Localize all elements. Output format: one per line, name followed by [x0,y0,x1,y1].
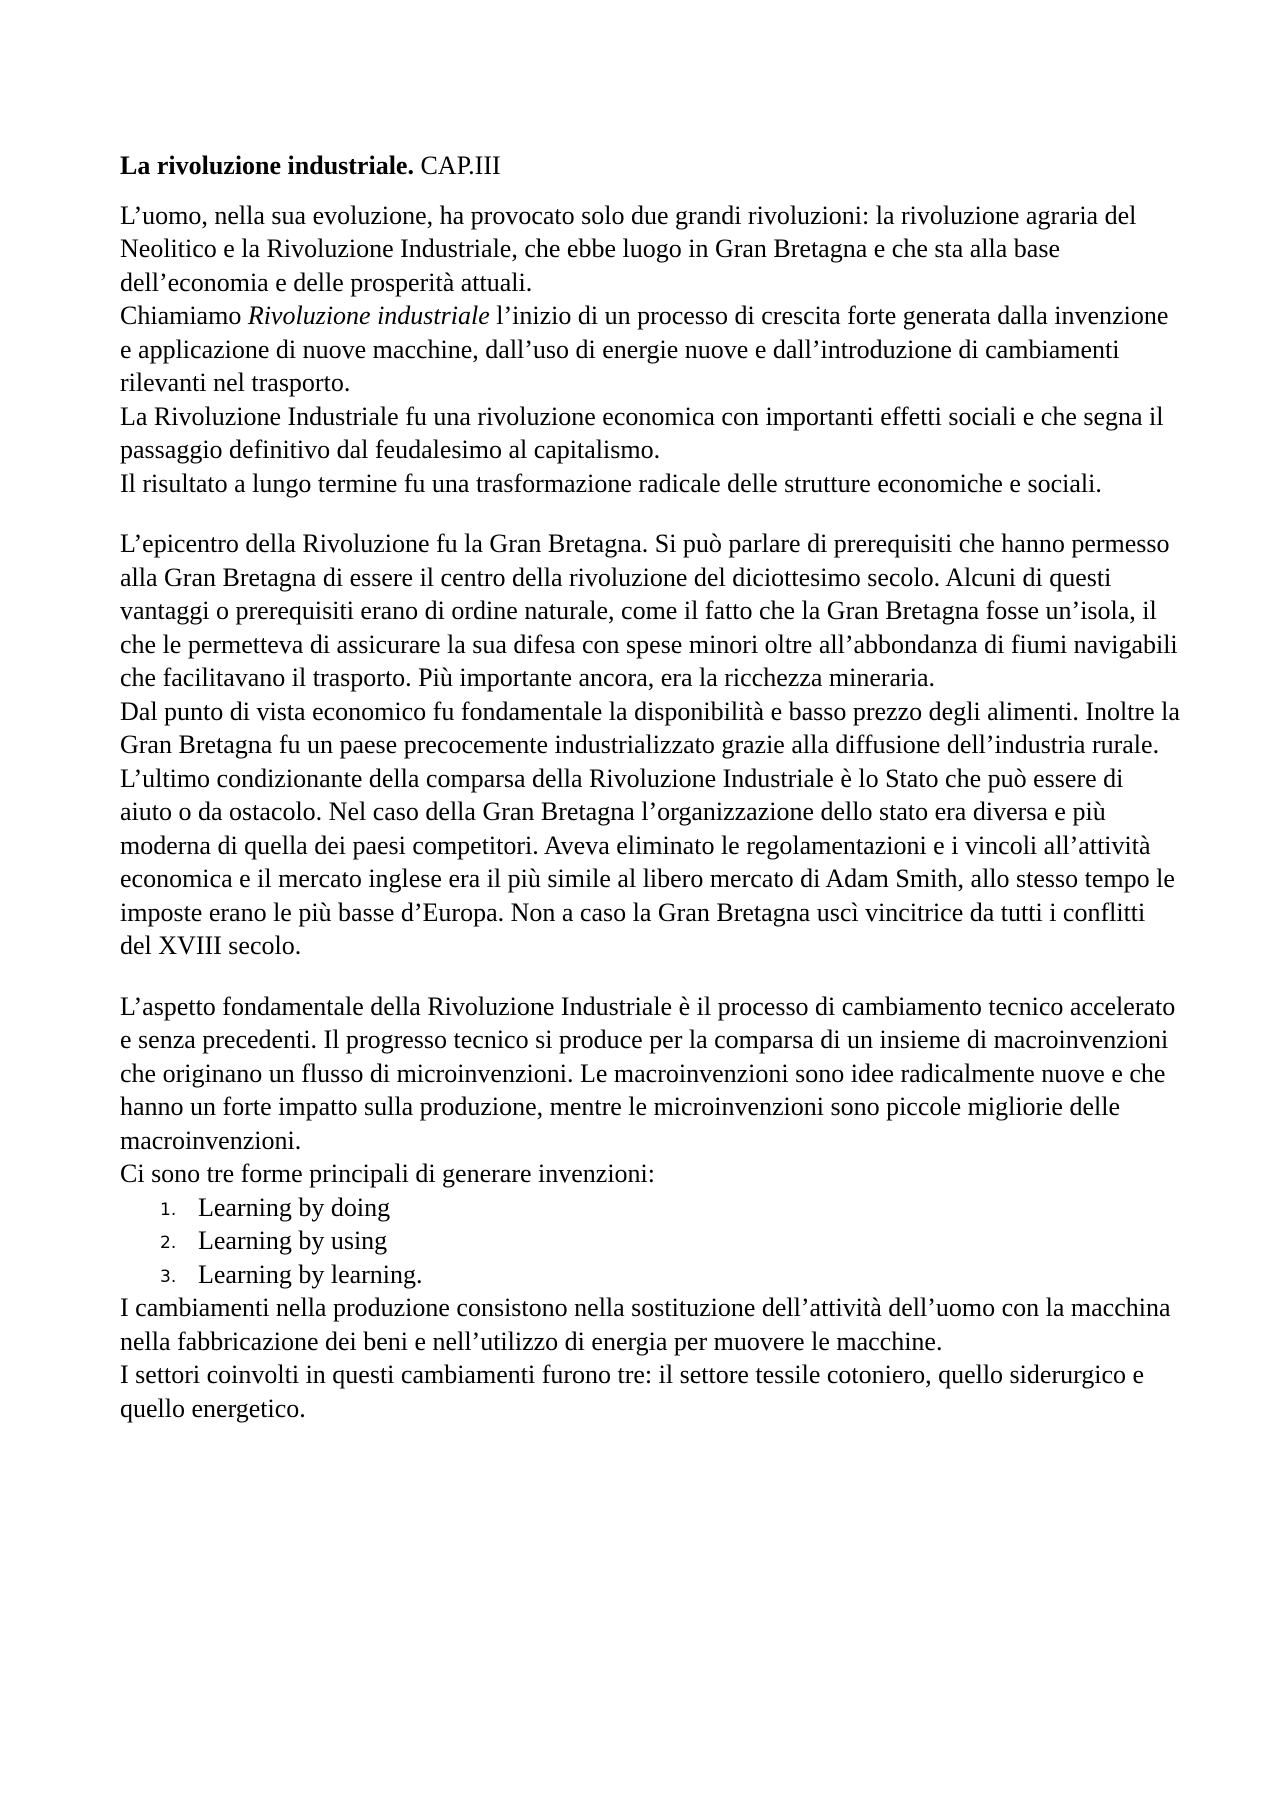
list-item: Learning by learning. [198,1259,423,1289]
text-run: Chiamiamo [120,301,248,330]
document-page [120,149,1180,1425]
list-item: Learning by doing [198,1192,391,1222]
paragraph: L’uomo, nella sua evoluzione, ha provocato solo due grandi rivoluzioni: la rivoluzione agraria del Neolitico e la Rivoluzione Industriale, che ebbe luogo in Gran Bretagna e che sta alla base dell’economia e delle prosperità attuali. [120,200,1137,297]
title-chapter: CAP.III [413,151,501,180]
paragraph: I cambiamenti nella produzione consistono nella sostituzione dell’attività dell’uomo con la macchina nella fabbricazione dei beni e nell’utilizzo di energia per muovere le macchine. [120,1293,1171,1356]
emphasis-term: Rivoluzione industriale [247,301,490,330]
paragraph: Il risultato a lungo termine fu una trasformazione radicale delle strutture economiche e sociali. [120,468,1102,498]
paragraph-definition [120,299,1180,400]
section-epicentro [120,527,1180,963]
section-intro [120,199,1180,501]
paragraph: La Rivoluzione Industriale fu una rivoluzione economica con importanti effetti sociali e che segna il passaggio definitivo dal feudalesimo al capitalismo. [120,401,1164,464]
paragraph: L’epicentro della Rivoluzione fu la Gran Bretagna. Si può parlare di prerequisiti che hanno permesso alla Gran Bretagna di essere il centro della rivoluzione del diciottesimo secolo. Alcuni di questi vantaggi o prerequisiti erano di ordine naturale, come il fatto che la Gran Bretagna fosse un’isola, il che le permetteva di assicurare la sua difesa con spese minori oltre all’abbondanza di fiumi navigabili che facilitavano il trasporto. Più importante ancora, era la ricchezza mineraria. [120,529,1178,692]
paragraph: Ci sono tre forme principali di generare invenzioni: [120,1159,655,1188]
paragraph: I settori coinvolti in questi cambiamenti furono tre: il settore tessile cotoniero, quello siderurgico e quello energetico. [120,1360,1145,1423]
section-cambiamento-tecnico [120,990,1180,1426]
title-bold: La rivoluzione industriale. [120,151,414,180]
paragraph: L’ultimo condizionante della comparsa della Rivoluzione Industriale è lo Stato che può essere di aiuto o da ostacolo. Nel caso della Gran Bretagna l’organizzazione dello stato era diversa e più moderna di quella dei paesi competitori. Aveva eliminato le regolamentazioni e i vincoli all’attività economica e il mercato inglese era il più simile al libero mercato di Adam Smith, allo stesso tempo le imposte erano le più basse d’Europa. Non a caso la Gran Bretagna uscì vincitrice da tutti i conflitti del XVIII secolo. [120,763,1175,960]
text-run: l’inizio di un processo di crescita forte generata dalla invenzione e applicazione di nuove macchine, dall’uso di energie nuove e dall’introduzione di cambiamenti rilevanti nel trasporto. [120,301,1169,397]
document-title [120,149,1180,183]
paragraph: L’aspetto fondamentale della Rivoluzione Industriale è il processo di cambiamento tecnico accelerato e senza precedenti. Il progresso tecnico si produce per la comparsa di un insieme di macroinvenzioni che originano un flusso di microinvenzioni. Le macroinvenzioni sono idee radicalmente nuove e che hanno un forte impatto sulla produzione, mentre le microinvenzioni sono piccole migliorie delle macroinvenzioni. [120,991,1176,1155]
paragraph: Dal punto di vista economico fu fondamentale la disponibilità e basso prezzo degli alimenti. Inoltre la Gran Bretagna fu un paese precocemente industrializzato grazie alla diffusione dell’industria rurale. [120,696,1180,759]
numbered-list [120,1191,1180,1292]
list-item: Learning by using [198,1226,388,1255]
